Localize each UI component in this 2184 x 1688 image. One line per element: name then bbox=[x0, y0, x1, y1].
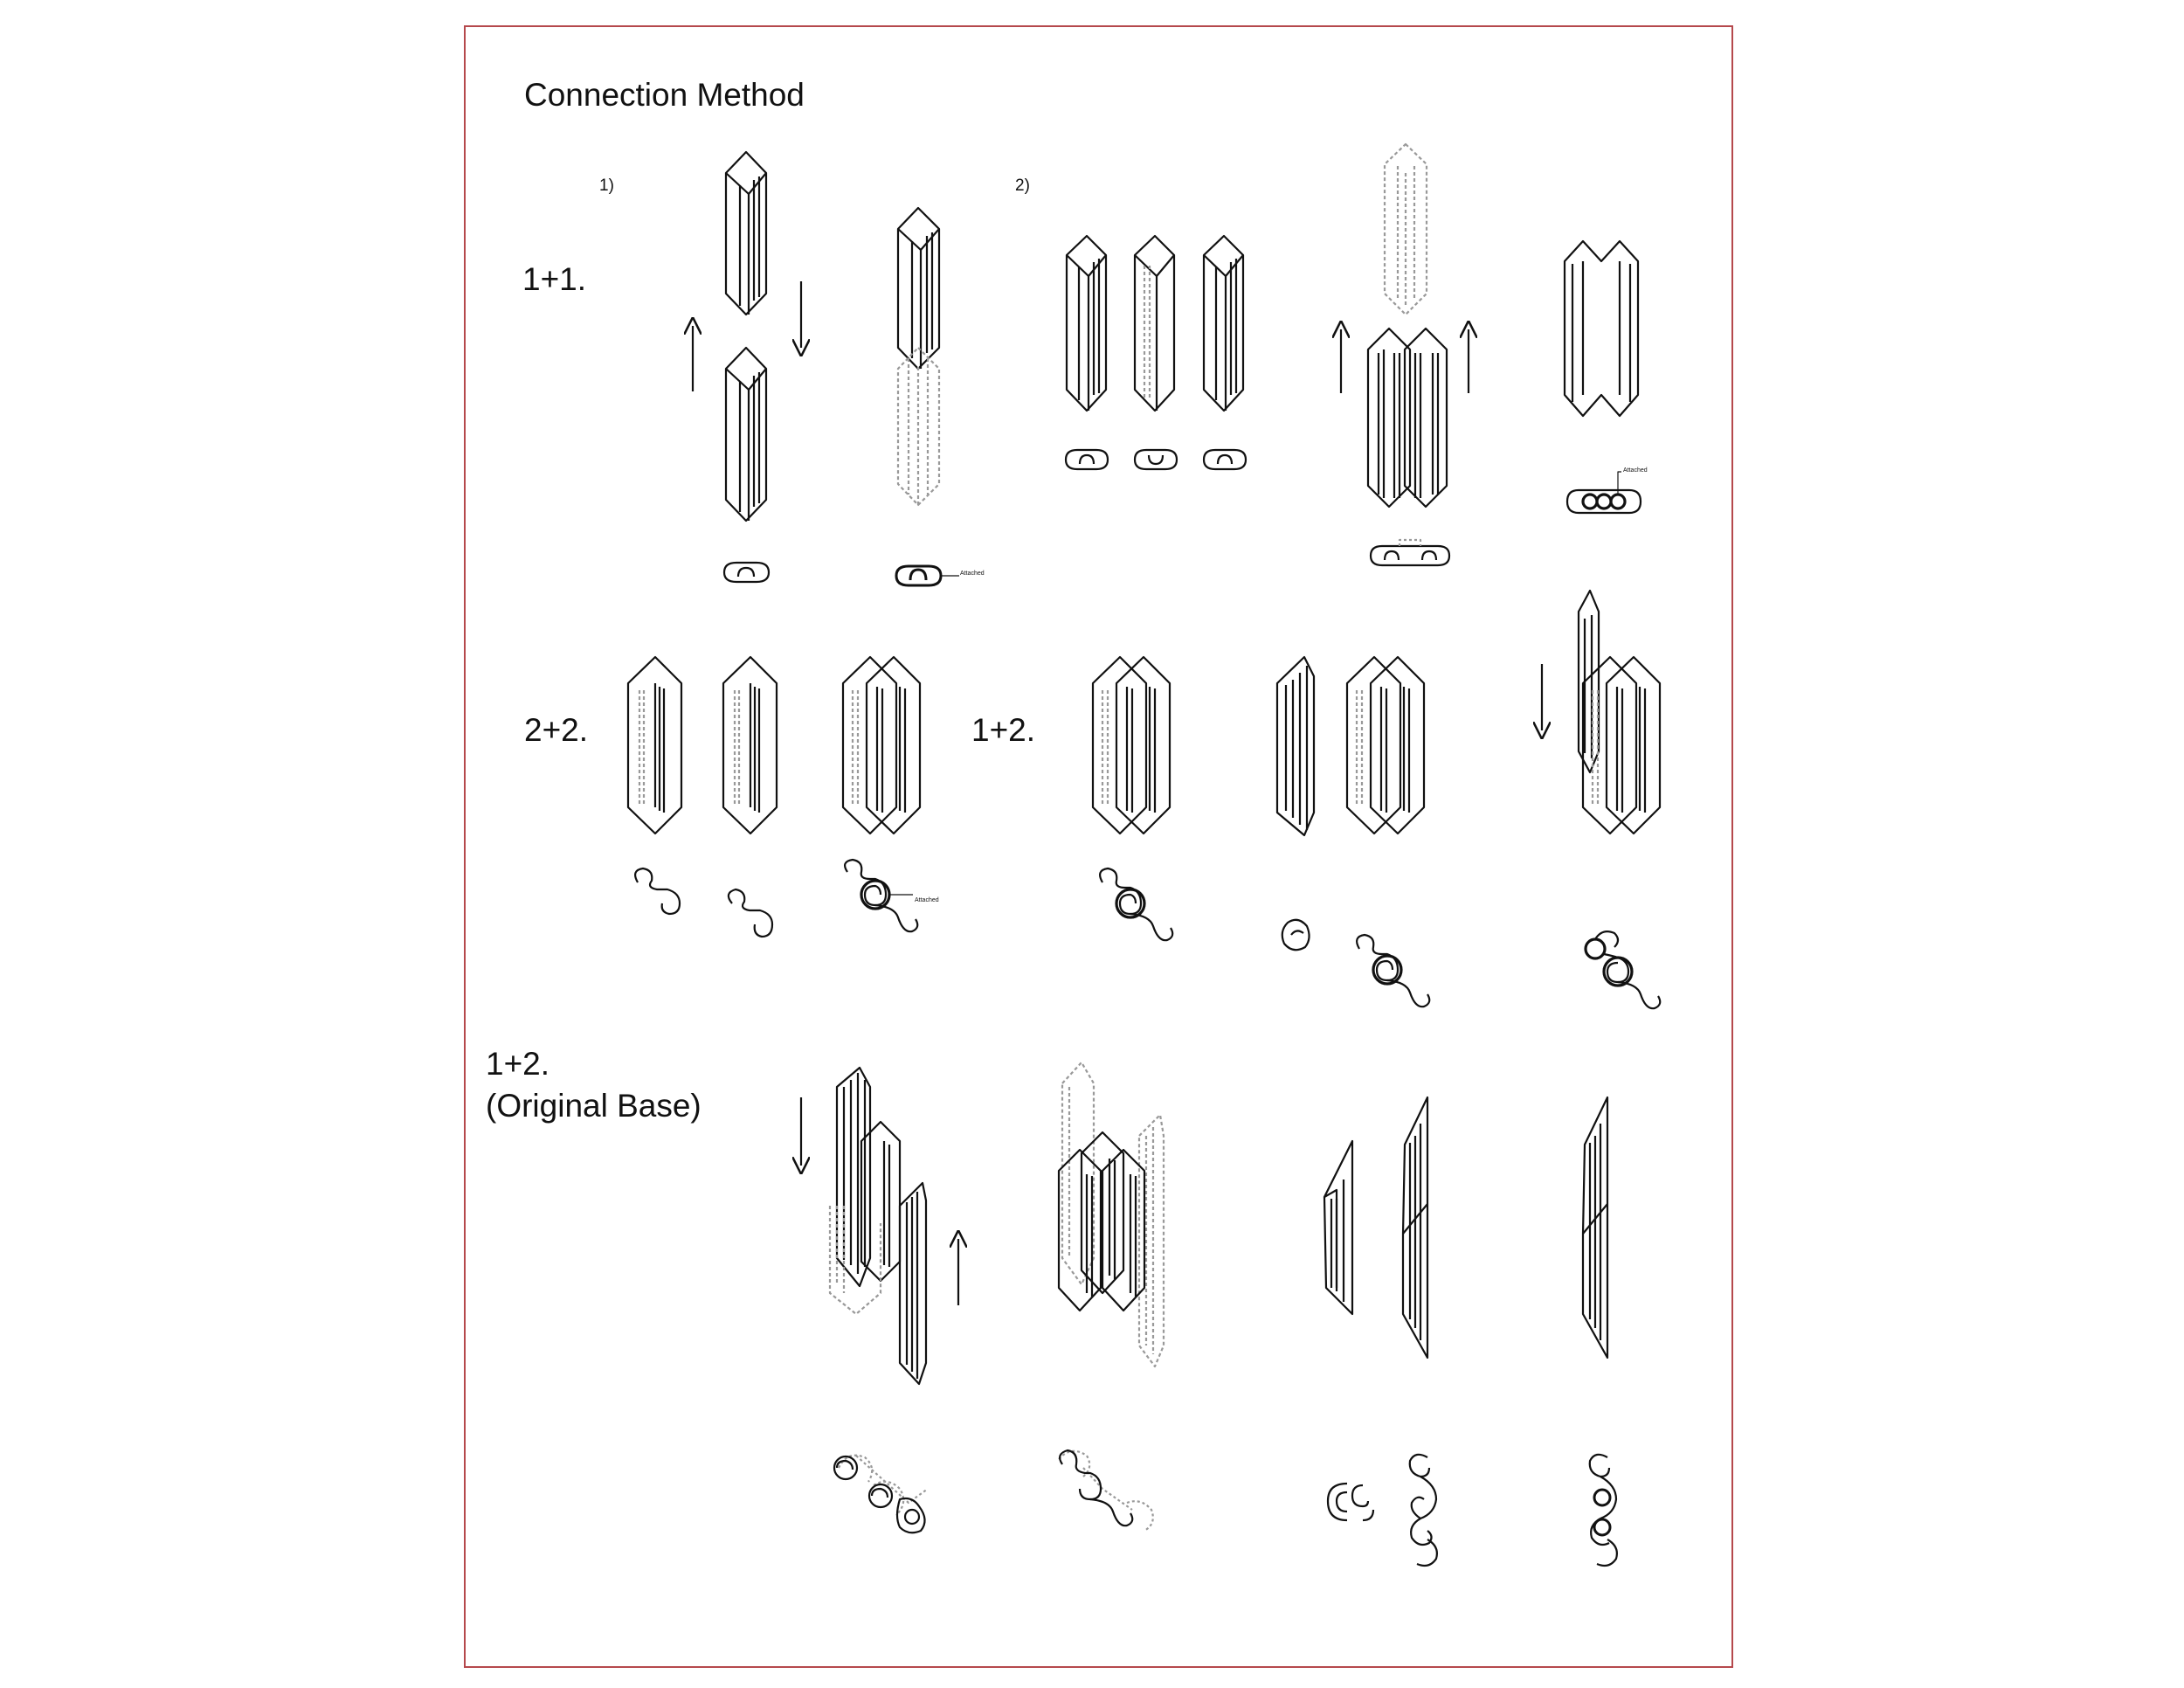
prism-1c-ghost bbox=[898, 348, 939, 505]
wedge-prism-final bbox=[1583, 1097, 1607, 1358]
prism-1c bbox=[898, 208, 939, 369]
spiral-section-base-c bbox=[1328, 1484, 1373, 1520]
step-label-1: 1) bbox=[599, 176, 614, 195]
bean-sections-2 bbox=[1066, 450, 1246, 469]
prism-stack-3 bbox=[1579, 591, 1660, 834]
prism-2c bbox=[1204, 236, 1243, 411]
wedge-prism-small bbox=[1324, 1141, 1352, 1314]
bean-small bbox=[1282, 920, 1310, 950]
prism-2b bbox=[1135, 236, 1174, 411]
row-label-original-base: (Original Base) bbox=[486, 1088, 702, 1124]
thin-prism bbox=[1277, 657, 1314, 835]
wedge-prism-tall bbox=[1403, 1097, 1427, 1358]
slanted-prism-stack-a bbox=[830, 1068, 926, 1384]
bean-sections-2-joined bbox=[1371, 540, 1449, 565]
page-title: Connection Method bbox=[524, 77, 805, 113]
prism-cluster-2 bbox=[1368, 329, 1447, 507]
row-label-1-2: 1+2. bbox=[971, 712, 1036, 748]
spiral-section-base-d bbox=[1410, 1455, 1437, 1566]
prism-2d-ghost bbox=[1385, 144, 1427, 315]
triple-section-attached bbox=[1567, 472, 1641, 513]
spiral-section bbox=[635, 860, 917, 937]
prism-1a bbox=[726, 152, 766, 315]
prism-spiral-a bbox=[628, 657, 681, 834]
attached-note-1: Attached bbox=[960, 571, 985, 577]
prism-spiral-pair-3 bbox=[1347, 657, 1424, 834]
prism-2a bbox=[1067, 236, 1106, 411]
prism-spiral-pair-2 bbox=[1093, 657, 1170, 834]
spiral-section-3 bbox=[1357, 935, 1429, 1007]
bean-section bbox=[724, 563, 769, 582]
spiral-section-4 bbox=[1586, 931, 1660, 1008]
prism-triple bbox=[1565, 241, 1638, 416]
spiral-section-base-a bbox=[834, 1456, 928, 1533]
step-label-2: 2) bbox=[1015, 176, 1030, 195]
row-label-1-1: 1+1. bbox=[522, 261, 587, 297]
spiral-section-base-b bbox=[1059, 1450, 1153, 1531]
spiral-section-2 bbox=[1100, 868, 1172, 940]
prism-1b bbox=[726, 348, 766, 521]
row-label-2-2: 2+2. bbox=[524, 712, 589, 748]
spiral-section-base-e bbox=[1590, 1455, 1617, 1566]
prism-spiral-pair bbox=[843, 657, 920, 834]
attached-note-2: Attached bbox=[1623, 467, 1648, 474]
slanted-prism-stack-b bbox=[1059, 1062, 1164, 1366]
prism-spiral-b bbox=[723, 657, 777, 834]
attached-note-3: Attached bbox=[915, 897, 939, 903]
row-label-1-2-base: 1+2. bbox=[486, 1046, 550, 1082]
bean-section-attached bbox=[896, 566, 941, 585]
